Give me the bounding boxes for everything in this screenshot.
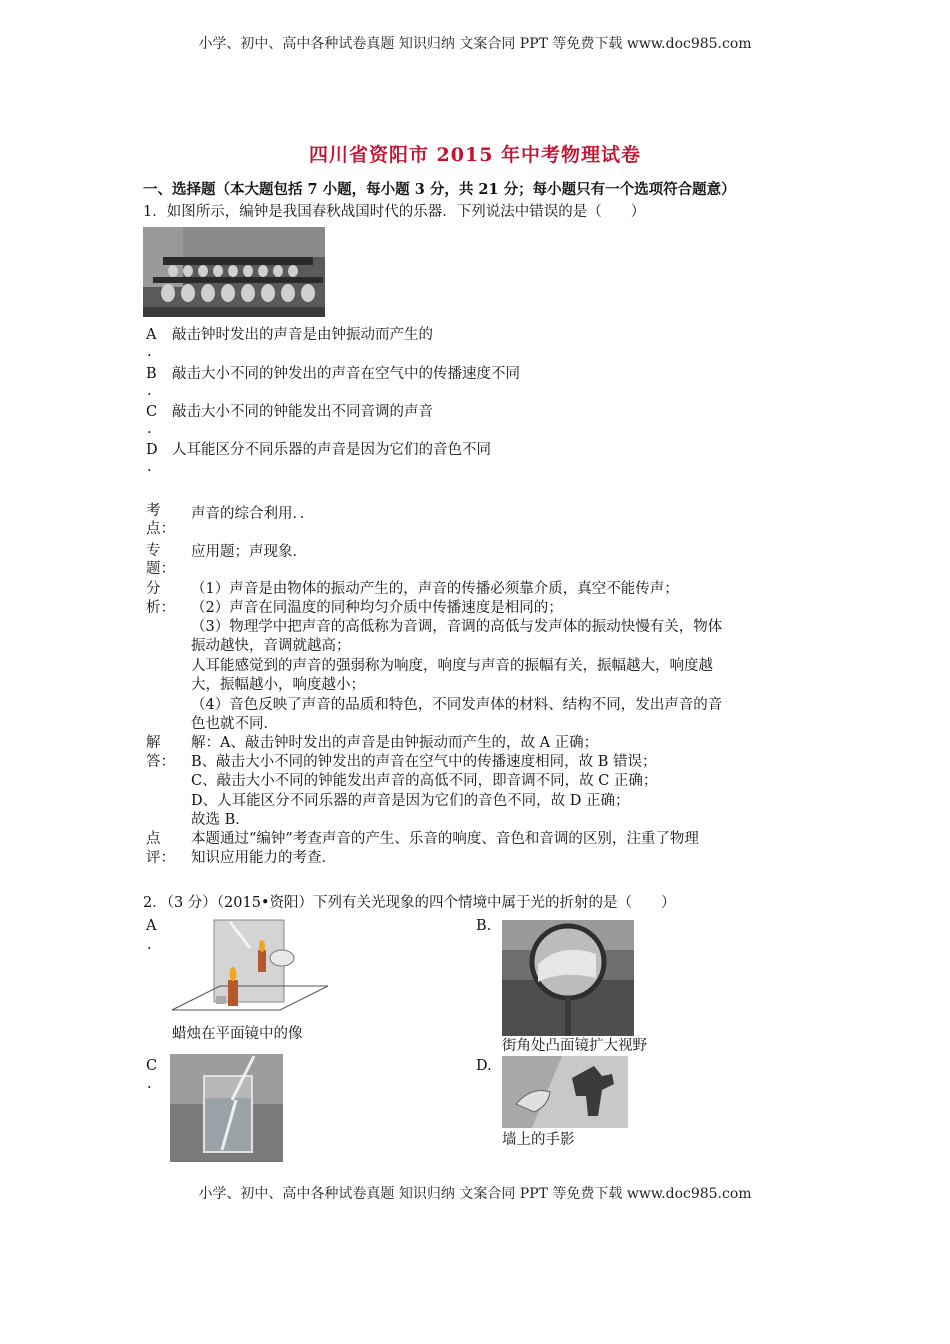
q1-option-d-letter: D <box>146 442 158 458</box>
q2-option-c-letter: C <box>146 1058 158 1074</box>
q1-option-a-text: 敲击钟时发出的声音是由钟振动而产生的 <box>172 327 433 343</box>
jieda-line: B、敲击大小不同的钟发出的声音在空气中的传播速度相同，故 B 错误； <box>191 754 657 770</box>
zhuanti-label-1: 专 <box>146 543 161 559</box>
zhuanti-label-2: 题： <box>146 561 175 577</box>
q1-option-b-letter: B <box>146 366 157 382</box>
bianzhong-image-icon <box>143 227 325 317</box>
q1-option-b-text: 敲击大小不同的钟发出的声音在空气中的传播速度不同 <box>172 366 520 382</box>
fenxi-line: 大，振幅越小，响度越小； <box>191 677 365 693</box>
hand-shadow-image <box>502 1056 628 1128</box>
fenxi-line: （1）声音是由物体的振动产生的，声音的传播必须靠介质，真空不能传声； <box>191 581 679 597</box>
q1-option-c-text: 敲击大小不同的钟能发出不同音调的声音 <box>172 404 433 420</box>
jieda-line: C、敲击大小不同的钟能发出声音的高低不同，即音调不同，故 C 正确； <box>191 773 658 789</box>
jieda-line: 故选 B． <box>191 812 250 828</box>
convex-mirror-image <box>502 920 634 1036</box>
dianping-label-1: 点 <box>146 831 161 847</box>
section-heading: 一、选择题（本大题包括 7 小题，每小题 3 分，共 21 分；每小题只有一个选项符合题意） <box>143 181 736 198</box>
jieda-label-1: 解 <box>146 735 161 751</box>
fenxi-label-1: 分 <box>146 581 161 597</box>
q2-option-b-caption: 街角处凸面镜扩大视野 <box>502 1038 647 1054</box>
page-footer: 小学、初中、高中各种试卷真题 知识归纳 文案合同 PPT 等免费下载 www.doc985.com <box>198 1186 752 1202</box>
jieda-line: D、人耳能区分不同乐器的声音是因为它们的音色不同，故 D 正确； <box>191 793 630 809</box>
page-title: 四川省资阳市 2015 年中考物理试卷 <box>308 144 642 166</box>
fenxi-line: 人耳能感觉到的声音的强弱称为响度，响度与声音的振幅有关，振幅越大，响度越 <box>191 658 713 674</box>
hand-shadow-icon <box>502 1056 628 1128</box>
fenxi-label-2: 析： <box>146 600 175 616</box>
glass-pencil-icon <box>170 1054 283 1162</box>
dianping-line: 本题通过“编钟”考查声音的产生、乐音的响度、音色和音调的区别，注重了物理 <box>191 831 699 847</box>
fenxi-line: （3）物理学中把声音的高低称为音调，音调的高低与发声体的振动快慢有关，物体 <box>191 619 723 635</box>
q1-option-c-letter: C <box>146 404 158 420</box>
kaodian-label-1: 考 <box>146 503 161 519</box>
q2-option-a-letter: A <box>146 918 157 934</box>
glass-pencil-image <box>170 1054 283 1162</box>
q2-stem: 2．（3 分）（2015•资阳）下列有关光现象的四个情境中属于光的折射的是（ ） <box>143 895 676 911</box>
convex-mirror-icon <box>502 920 634 1036</box>
kaodian-label-2: 点： <box>146 521 175 537</box>
q2-option-a-caption: 蜡烛在平面镜中的像 <box>172 1026 303 1042</box>
zhuanti-text: 应用题；声现象． <box>191 544 307 560</box>
fenxi-line: 色也就不同． <box>191 716 278 732</box>
page-header: 小学、初中、高中各种试卷真题 知识归纳 文案合同 PPT 等免费下载 www.doc985.com <box>198 36 752 52</box>
mirror-candle-icon <box>170 918 330 1020</box>
jieda-line: 解：A、敲击钟时发出的声音是由钟振动而产生的，故 A 正确； <box>191 735 599 751</box>
dianping-line: 知识应用能力的考查． <box>191 850 336 866</box>
q2-option-d-caption: 墙上的手影 <box>502 1132 575 1148</box>
q2-option-d-letter: D. <box>476 1058 492 1074</box>
q1-option-d-text: 人耳能区分不同乐器的声音是因为它们的音色不同 <box>172 442 491 458</box>
q1-stem: 1．如图所示，编钟是我国春秋战国时代的乐器．下列说法中错误的是（ ） <box>143 204 646 220</box>
jieda-label-2: 答： <box>146 754 175 770</box>
q2-option-b-letter: B. <box>476 918 492 934</box>
fenxi-line: 振动越快，音调就越高； <box>191 638 351 654</box>
bianzhong-photo <box>143 227 325 317</box>
q1-option-a-letter: A <box>146 327 157 343</box>
mirror-candle-image <box>170 918 330 1020</box>
fenxi-line: （2）声音在同温度的同种均匀介质中传播速度是相同的； <box>191 600 563 616</box>
fenxi-line: （4）音色反映了声音的品质和特色，不同发声体的材料、结构不同，发出声音的音 <box>191 697 723 713</box>
kaodian-text: 声音的综合利用．． <box>191 506 315 522</box>
dianping-label-2: 评： <box>146 850 175 866</box>
